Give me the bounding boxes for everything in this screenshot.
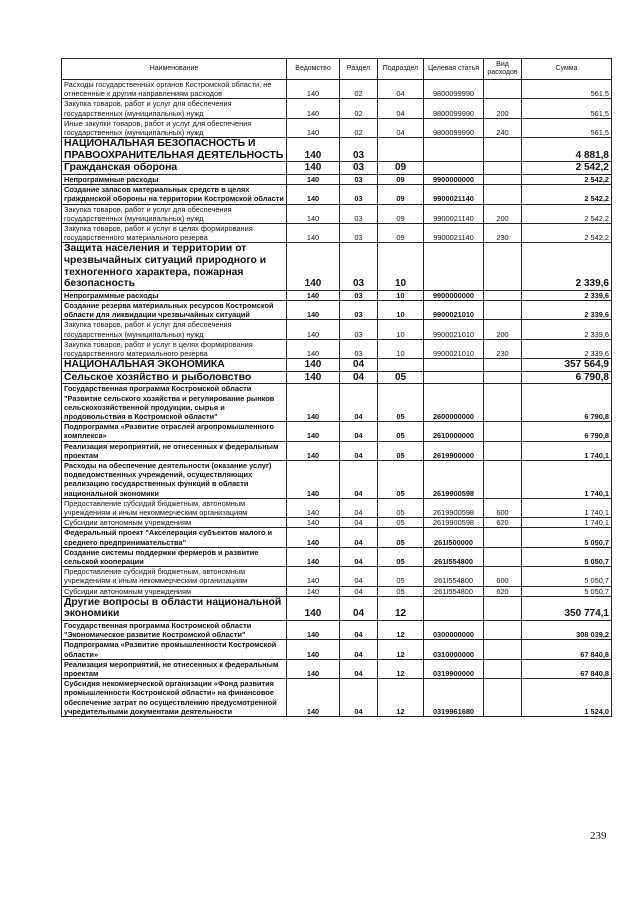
cell-name: НАЦИОНАЛЬНАЯ БЕЗОПАСНОСТЬ И ПРАВООХРАНИТЕЛЬНАЯ ДЕЯТЕЛЬНОСТЬ <box>62 138 287 162</box>
cell-name: Сельское хозяйство и рыболовство <box>62 371 287 384</box>
cell-section: 04 <box>340 659 378 678</box>
cell-target-article: 9900000000 <box>424 290 484 300</box>
cell-dept: 140 <box>287 185 340 204</box>
cell-target-article: 9800099990 <box>424 118 484 137</box>
table-row <box>62 185 612 204</box>
cell-sum: 1 740,1 <box>522 461 612 499</box>
cell-dept: 140 <box>287 659 340 678</box>
cell-dept: 140 <box>287 528 340 547</box>
cell-name: Создание запасов материальных средств в целях гражданской обороны на территории Костромской области <box>62 185 287 204</box>
cell-subsection: 05 <box>378 461 424 499</box>
cell-section: 03 <box>340 224 378 243</box>
header-row <box>62 59 612 80</box>
cell-section: 03 <box>340 185 378 204</box>
cell-expense-type <box>484 185 522 204</box>
table-row <box>62 461 612 499</box>
cell-sum: 2 542,2 <box>522 175 612 185</box>
cell-name: Другие вопросы в области национальной экономики <box>62 596 287 620</box>
cell-subsection: 04 <box>378 99 424 118</box>
cell-section: 04 <box>340 586 378 596</box>
cell-sum: 6 790,8 <box>522 422 612 441</box>
cell-expense-type: 620 <box>484 586 522 596</box>
cell-section: 04 <box>340 679 378 717</box>
table-row <box>62 99 612 118</box>
cell-name: Подпрограмма «Развитие отраслей агропромышленного комплекса» <box>62 422 287 441</box>
cell-target-article: 9900000000 <box>424 175 484 185</box>
cell-dept: 140 <box>287 547 340 566</box>
cell-dept: 140 <box>287 518 340 528</box>
cell-sum: 2 542,2 <box>522 224 612 243</box>
cell-name: Государственная программа Костромской области "Экономическое развитие Костромской области" <box>62 621 287 640</box>
cell-name: Реализация мероприятий, не отнесенных к федеральным проектам <box>62 441 287 460</box>
cell-dept: 140 <box>287 204 340 223</box>
cell-section: 03 <box>340 243 378 290</box>
cell-target-article: 0300000000 <box>424 621 484 640</box>
cell-subsection: 05 <box>378 498 424 517</box>
cell-section: 03 <box>340 301 378 320</box>
cell-subsection: 12 <box>378 621 424 640</box>
cell-dept: 140 <box>287 138 340 162</box>
cell-dept: 140 <box>287 596 340 620</box>
cell-target-article: 261I554800 <box>424 547 484 566</box>
cell-dept: 140 <box>287 461 340 499</box>
cell-expense-type <box>484 461 522 499</box>
cell-section: 04 <box>340 422 378 441</box>
table-row <box>62 679 612 717</box>
cell-section: 04 <box>340 596 378 620</box>
cell-dept: 140 <box>287 80 340 99</box>
cell-subsection: 04 <box>378 80 424 99</box>
cell-expense-type <box>484 640 522 659</box>
cell-expense-type <box>484 528 522 547</box>
table-row <box>62 518 612 528</box>
cell-expense-type <box>484 621 522 640</box>
col-header-subsection: Подраздел <box>378 59 424 80</box>
cell-target-article: 9900021140 <box>424 204 484 223</box>
cell-section: 04 <box>340 498 378 517</box>
cell-name: Гражданская оборона <box>62 162 287 175</box>
cell-subsection: 10 <box>378 290 424 300</box>
cell-subsection: 09 <box>378 224 424 243</box>
cell-sum: 67 840,8 <box>522 659 612 678</box>
cell-sum: 2 339,6 <box>522 290 612 300</box>
table-row <box>62 224 612 243</box>
cell-subsection: 12 <box>378 659 424 678</box>
cell-sum: 1 524,0 <box>522 679 612 717</box>
cell-expense-type <box>484 422 522 441</box>
cell-name: Закупка товаров, работ и услуг в целях формирования государственного материального резерва <box>62 339 287 358</box>
table-row <box>62 339 612 358</box>
cell-dept: 140 <box>287 320 340 339</box>
cell-sum: 5 050,7 <box>522 567 612 586</box>
cell-subsection: 10 <box>378 320 424 339</box>
cell-sum: 308 039,2 <box>522 621 612 640</box>
cell-target-article: 2619900598 <box>424 461 484 499</box>
cell-sum: 6 790,8 <box>522 384 612 422</box>
cell-subsection: 09 <box>378 204 424 223</box>
cell-dept: 140 <box>287 640 340 659</box>
cell-name: Предоставление субсидий бюджетным, автономным учреждениям и иным некоммерческим организациям <box>62 498 287 517</box>
cell-section: 04 <box>340 441 378 460</box>
cell-dept: 140 <box>287 118 340 137</box>
cell-dept: 140 <box>287 679 340 717</box>
cell-sum: 350 774,1 <box>522 596 612 620</box>
cell-subsection: 05 <box>378 441 424 460</box>
cell-sum: 561,5 <box>522 118 612 137</box>
cell-dept: 140 <box>287 290 340 300</box>
cell-sum: 4 881,8 <box>522 138 612 162</box>
cell-section: 02 <box>340 99 378 118</box>
table-row <box>62 359 612 372</box>
cell-section: 02 <box>340 80 378 99</box>
table-row <box>62 567 612 586</box>
table-row <box>62 290 612 300</box>
cell-subsection: 10 <box>378 339 424 358</box>
table-row <box>62 175 612 185</box>
cell-target-article: 2600000000 <box>424 384 484 422</box>
cell-expense-type <box>484 359 522 372</box>
cell-name: Создание резерва материальных ресурсов Костромской области для ликвидации чрезвычайных ситуаций <box>62 301 287 320</box>
cell-section: 03 <box>340 162 378 175</box>
cell-dept: 140 <box>287 162 340 175</box>
table-row <box>62 586 612 596</box>
table-row <box>62 320 612 339</box>
cell-section: 04 <box>340 621 378 640</box>
cell-name: Субсидии автономным учреждениям <box>62 586 287 596</box>
cell-subsection <box>378 138 424 162</box>
cell-sum: 1 740,1 <box>522 518 612 528</box>
table-row <box>62 371 612 384</box>
cell-sum: 561,5 <box>522 99 612 118</box>
cell-sum: 2 339,6 <box>522 339 612 358</box>
cell-sum: 2 542,2 <box>522 204 612 223</box>
cell-dept: 140 <box>287 586 340 596</box>
cell-subsection: 05 <box>378 384 424 422</box>
cell-target-article: 9900021140 <box>424 185 484 204</box>
cell-target-article: 261I500000 <box>424 528 484 547</box>
cell-target-article: 9900021010 <box>424 320 484 339</box>
cell-sum: 357 564,9 <box>522 359 612 372</box>
cell-subsection: 12 <box>378 679 424 717</box>
col-header-section: Раздел <box>340 59 378 80</box>
cell-expense-type <box>484 138 522 162</box>
cell-section: 03 <box>340 290 378 300</box>
cell-section: 03 <box>340 138 378 162</box>
cell-target-article: 2619900000 <box>424 441 484 460</box>
table-row <box>62 528 612 547</box>
cell-section: 04 <box>340 567 378 586</box>
table-row <box>62 301 612 320</box>
cell-expense-type: 200 <box>484 99 522 118</box>
cell-target-article: 0319961680 <box>424 679 484 717</box>
cell-target-article: 9800099990 <box>424 99 484 118</box>
cell-target-article: 2619900598 <box>424 498 484 517</box>
cell-dept: 140 <box>287 422 340 441</box>
cell-expense-type <box>484 679 522 717</box>
cell-subsection: 05 <box>378 586 424 596</box>
cell-name: Закупка товаров, работ и услуг для обеспечения государственных (муниципальных) нужд <box>62 99 287 118</box>
table-row <box>62 441 612 460</box>
cell-expense-type <box>484 301 522 320</box>
cell-section: 04 <box>340 640 378 659</box>
cell-expense-type: 600 <box>484 498 522 517</box>
cell-sum: 2 542,2 <box>522 162 612 175</box>
cell-target-article: 9900021010 <box>424 339 484 358</box>
cell-section: 04 <box>340 461 378 499</box>
table-row <box>62 243 612 290</box>
cell-target-article <box>424 162 484 175</box>
cell-dept: 140 <box>287 243 340 290</box>
cell-name: Закупка товаров, работ и услуг в целях формирования государственного материального резерва <box>62 224 287 243</box>
table-row <box>62 640 612 659</box>
cell-dept: 140 <box>287 498 340 517</box>
cell-target-article: 0310000000 <box>424 640 484 659</box>
cell-name: Подпрограмма «Развитие промышленности Костромской области» <box>62 640 287 659</box>
cell-section: 04 <box>340 384 378 422</box>
cell-dept: 140 <box>287 384 340 422</box>
col-header-name: Наименование <box>62 59 287 80</box>
table-row <box>62 422 612 441</box>
cell-subsection: 05 <box>378 547 424 566</box>
cell-dept: 140 <box>287 567 340 586</box>
cell-name: Закупка товаров, работ и услуг для обеспечения государственных (муниципальных) нужд <box>62 320 287 339</box>
cell-name: Предоставление субсидий бюджетным, автономным учреждениям и иным некоммерческим организациям <box>62 567 287 586</box>
page-number: 239 <box>590 830 607 842</box>
cell-sum: 5 050,7 <box>522 528 612 547</box>
cell-target-article: 2619900598 <box>424 518 484 528</box>
cell-dept: 140 <box>287 99 340 118</box>
table-row <box>62 498 612 517</box>
cell-subsection: 10 <box>378 301 424 320</box>
cell-target-article: 9800099990 <box>424 80 484 99</box>
cell-section: 02 <box>340 118 378 137</box>
table-row <box>62 138 612 162</box>
table-row <box>62 596 612 620</box>
cell-subsection: 05 <box>378 371 424 384</box>
cell-target-article: 261I554800 <box>424 586 484 596</box>
cell-dept: 140 <box>287 339 340 358</box>
cell-sum: 5 050,7 <box>522 586 612 596</box>
cell-expense-type: 200 <box>484 204 522 223</box>
cell-expense-type <box>484 80 522 99</box>
cell-subsection: 05 <box>378 528 424 547</box>
cell-section: 03 <box>340 320 378 339</box>
cell-subsection: 09 <box>378 185 424 204</box>
cell-name: Непрограммные расходы <box>62 175 287 185</box>
cell-target-article: 9900021140 <box>424 224 484 243</box>
cell-expense-type <box>484 290 522 300</box>
cell-target-article <box>424 371 484 384</box>
cell-subsection: 09 <box>378 162 424 175</box>
cell-name: Расходы государственных органов Костромской области, не отнесенные к другим направлениям расходов <box>62 80 287 99</box>
cell-expense-type: 600 <box>484 567 522 586</box>
cell-name: НАЦИОНАЛЬНАЯ ЭКОНОМИКА <box>62 359 287 372</box>
cell-dept: 140 <box>287 175 340 185</box>
cell-target-article <box>424 596 484 620</box>
cell-sum: 561,5 <box>522 80 612 99</box>
cell-sum: 2 339,6 <box>522 320 612 339</box>
col-header-expense-type: Вид расходов <box>484 59 522 80</box>
cell-expense-type <box>484 384 522 422</box>
cell-target-article: 9900021010 <box>424 301 484 320</box>
cell-dept: 140 <box>287 301 340 320</box>
cell-subsection: 12 <box>378 640 424 659</box>
cell-target-article <box>424 138 484 162</box>
cell-subsection: 05 <box>378 518 424 528</box>
table-row <box>62 621 612 640</box>
cell-target-article: 261I554800 <box>424 567 484 586</box>
cell-subsection: 05 <box>378 567 424 586</box>
cell-expense-type <box>484 175 522 185</box>
cell-dept: 140 <box>287 371 340 384</box>
cell-expense-type <box>484 596 522 620</box>
table-row <box>62 204 612 223</box>
cell-name: Иные закупки товаров, работ и услуг для обеспечения государственных (муниципальных) нужд <box>62 118 287 137</box>
table-row <box>62 80 612 99</box>
cell-expense-type <box>484 243 522 290</box>
cell-dept: 140 <box>287 224 340 243</box>
cell-sum: 1 740,1 <box>522 441 612 460</box>
col-header-dept: Ведомство <box>287 59 340 80</box>
cell-sum: 2 339,6 <box>522 301 612 320</box>
cell-name: Создание системы поддержки фермеров и развитие сельской кооперации <box>62 547 287 566</box>
cell-section: 04 <box>340 528 378 547</box>
cell-subsection <box>378 359 424 372</box>
cell-section: 03 <box>340 204 378 223</box>
cell-name: Федеральный проект "Акселерация субъектов малого и среднего предпринимательства" <box>62 528 287 547</box>
cell-expense-type: 230 <box>484 339 522 358</box>
cell-sum: 1 740,1 <box>522 498 612 517</box>
cell-expense-type <box>484 659 522 678</box>
cell-subsection: 09 <box>378 175 424 185</box>
cell-sum: 2 339,6 <box>522 243 612 290</box>
col-header-sum: Сумма <box>522 59 612 80</box>
cell-name: Реализация мероприятий, не отнесенных к федеральным проектам <box>62 659 287 678</box>
cell-target-article <box>424 359 484 372</box>
cell-expense-type <box>484 371 522 384</box>
cell-target-article: 0319900000 <box>424 659 484 678</box>
cell-expense-type: 200 <box>484 320 522 339</box>
table-row <box>62 118 612 137</box>
cell-name: Субсидии автономным учреждениям <box>62 518 287 528</box>
table-row <box>62 547 612 566</box>
cell-target-article <box>424 243 484 290</box>
cell-expense-type <box>484 547 522 566</box>
cell-section: 04 <box>340 371 378 384</box>
cell-name: Закупка товаров, работ и услуг для обеспечения государственных (муниципальных) нужд <box>62 204 287 223</box>
cell-sum: 67 840,8 <box>522 640 612 659</box>
cell-expense-type: 620 <box>484 518 522 528</box>
col-header-target-article: Целевая статья <box>424 59 484 80</box>
cell-expense-type <box>484 162 522 175</box>
cell-section: 03 <box>340 339 378 358</box>
cell-expense-type: 230 <box>484 224 522 243</box>
cell-section: 04 <box>340 518 378 528</box>
cell-sum: 5 050,7 <box>522 547 612 566</box>
cell-expense-type <box>484 441 522 460</box>
cell-subsection: 04 <box>378 118 424 137</box>
cell-name: Государственная программа Костромской области "Развитие сельского хозяйства и регулирование рынков сельскохозяйственной продукции, сырья и продовольствия в Костромской области" <box>62 384 287 422</box>
cell-sum: 2 542,2 <box>522 185 612 204</box>
cell-name: Расходы на обеспечение деятельности (оказание услуг) подведомственных учреждений, осуществляющих реализацию государственных функций в области национальной экономики <box>62 461 287 499</box>
cell-sum: 6 790,8 <box>522 371 612 384</box>
cell-target-article: 2610000000 <box>424 422 484 441</box>
cell-name: Субсидия некоммерческой организации «Фонд развития промышленности Костромской области» на финансовое обеспечение затрат по осуществлению предусмотренной учредительными документами деятельности <box>62 679 287 717</box>
cell-subsection: 10 <box>378 243 424 290</box>
cell-section: 03 <box>340 175 378 185</box>
cell-dept: 140 <box>287 441 340 460</box>
table-row <box>62 162 612 175</box>
cell-name: Защита населения и территории от чрезвычайных ситуаций природного и техногенного характера, пожарная безопасность <box>62 243 287 290</box>
cell-section: 04 <box>340 359 378 372</box>
table-row <box>62 659 612 678</box>
cell-expense-type: 240 <box>484 118 522 137</box>
table-row <box>62 384 612 422</box>
cell-section: 04 <box>340 547 378 566</box>
budget-table <box>61 58 612 717</box>
cell-subsection: 12 <box>378 596 424 620</box>
cell-dept: 140 <box>287 621 340 640</box>
cell-dept: 140 <box>287 359 340 372</box>
cell-subsection: 05 <box>378 422 424 441</box>
cell-name: Непрограммные расходы <box>62 290 287 300</box>
